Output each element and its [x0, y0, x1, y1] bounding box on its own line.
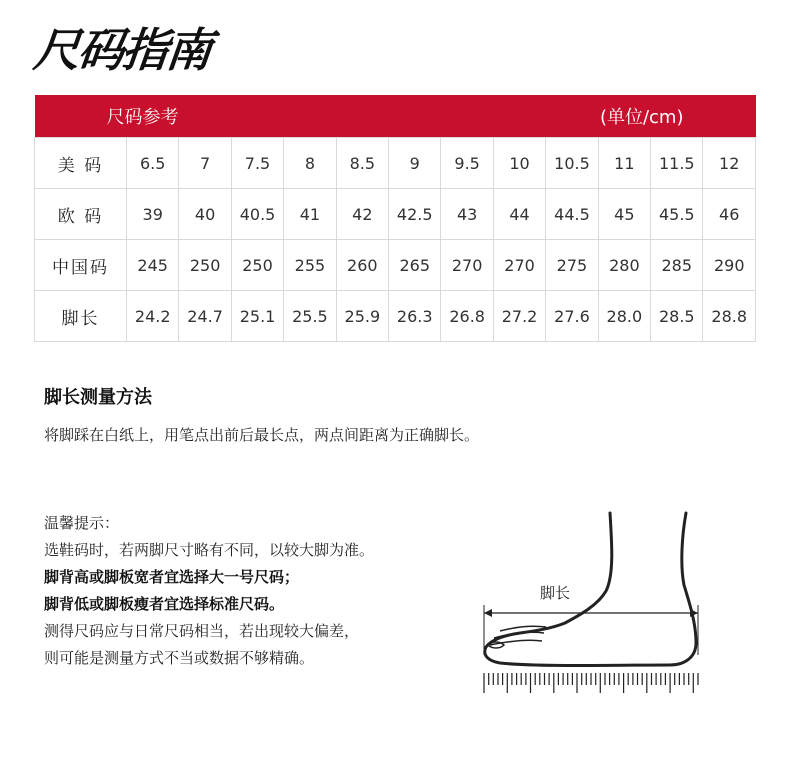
table-cell: 46	[703, 189, 756, 240]
table-cell: 10.5	[546, 138, 598, 189]
table-cell: 28.0	[598, 291, 650, 342]
table-cell: 25.1	[231, 291, 283, 342]
foot-illustration	[470, 505, 730, 715]
tips-line: 选鞋码时，若两脚尺寸略有不同，以较大脚为准。	[44, 541, 375, 559]
tips-line: 测得尺码应与日常尺码相当，若出现较大偏差，	[44, 622, 360, 640]
ruler	[484, 673, 698, 693]
table-cell: 26.3	[389, 291, 441, 342]
table-header-title: 尺码参考	[106, 107, 179, 128]
table-cell: 8.5	[336, 138, 388, 189]
table-cell: 28.8	[703, 291, 756, 342]
table-cell: 11	[598, 138, 650, 189]
table-cell: 25.9	[336, 291, 388, 342]
table-cell: 24.2	[127, 291, 179, 342]
table-body	[35, 138, 756, 342]
tips-title: 温馨提示：	[44, 514, 120, 532]
table-cell: 42.5	[389, 189, 441, 240]
table-header-unit: (单位/cm)	[599, 107, 684, 128]
table-cell: 12	[703, 138, 756, 189]
table-cell: 40	[179, 189, 231, 240]
table-cell: 25.5	[284, 291, 336, 342]
measure-method-description: 将脚踩在白纸上，用笔点出前后最长点，两点间距离为正确脚长。	[44, 426, 480, 444]
table-cell: 250	[231, 240, 283, 291]
tips-block	[44, 510, 484, 672]
table-row	[35, 291, 756, 342]
table-cell: 250	[179, 240, 231, 291]
table-cell: 9.5	[441, 138, 493, 189]
size-table	[34, 95, 756, 342]
table-cell: 7.5	[231, 138, 283, 189]
table-row	[35, 240, 756, 291]
tips-line: 则可能是测量方式不当或数据不够精确。	[44, 649, 315, 667]
table-cell: 43	[441, 189, 493, 240]
table-cell: 9	[389, 138, 441, 189]
table-cell: 44.5	[546, 189, 598, 240]
table-cell: 41	[284, 189, 336, 240]
foot-outline	[485, 513, 696, 666]
table-cell: 7	[179, 138, 231, 189]
table-cell: 270	[493, 240, 545, 291]
table-cell: 290	[703, 240, 756, 291]
table-header	[35, 95, 756, 138]
measure-method-title: 脚长测量方法	[44, 387, 152, 408]
table-cell: 26.8	[441, 291, 493, 342]
table-row	[35, 189, 756, 240]
table-cell: 45.5	[651, 189, 703, 240]
table-cell: 245	[127, 240, 179, 291]
table-cell: 40.5	[231, 189, 283, 240]
tips-line: 脚背高或脚板宽者宜选择大一号尺码；	[44, 568, 300, 586]
tips-line: 脚背低或脚板瘦者宜选择标准尺码。	[44, 595, 285, 613]
table-cell: 260	[336, 240, 388, 291]
row-label: 中国码	[35, 240, 127, 291]
table-cell: 285	[651, 240, 703, 291]
table-cell: 6.5	[127, 138, 179, 189]
table-cell: 10	[493, 138, 545, 189]
table-cell: 42	[336, 189, 388, 240]
table-cell: 275	[546, 240, 598, 291]
foot-length-label: 脚长	[540, 584, 571, 602]
table-cell: 24.7	[179, 291, 231, 342]
table-cell: 39	[127, 189, 179, 240]
table-cell: 265	[389, 240, 441, 291]
table-cell: 8	[284, 138, 336, 189]
page-title: 尺码指南	[31, 23, 213, 77]
table-cell: 270	[441, 240, 493, 291]
table-cell: 44	[493, 189, 545, 240]
table-cell: 255	[284, 240, 336, 291]
table-cell: 45	[598, 189, 650, 240]
row-label: 脚长	[35, 291, 127, 342]
table-cell: 27.6	[546, 291, 598, 342]
table-cell: 27.2	[493, 291, 545, 342]
row-label: 美 码	[35, 138, 127, 189]
table-cell: 280	[598, 240, 650, 291]
table-row	[35, 138, 756, 189]
row-label: 欧 码	[35, 189, 127, 240]
table-cell: 11.5	[651, 138, 703, 189]
table-cell: 28.5	[651, 291, 703, 342]
